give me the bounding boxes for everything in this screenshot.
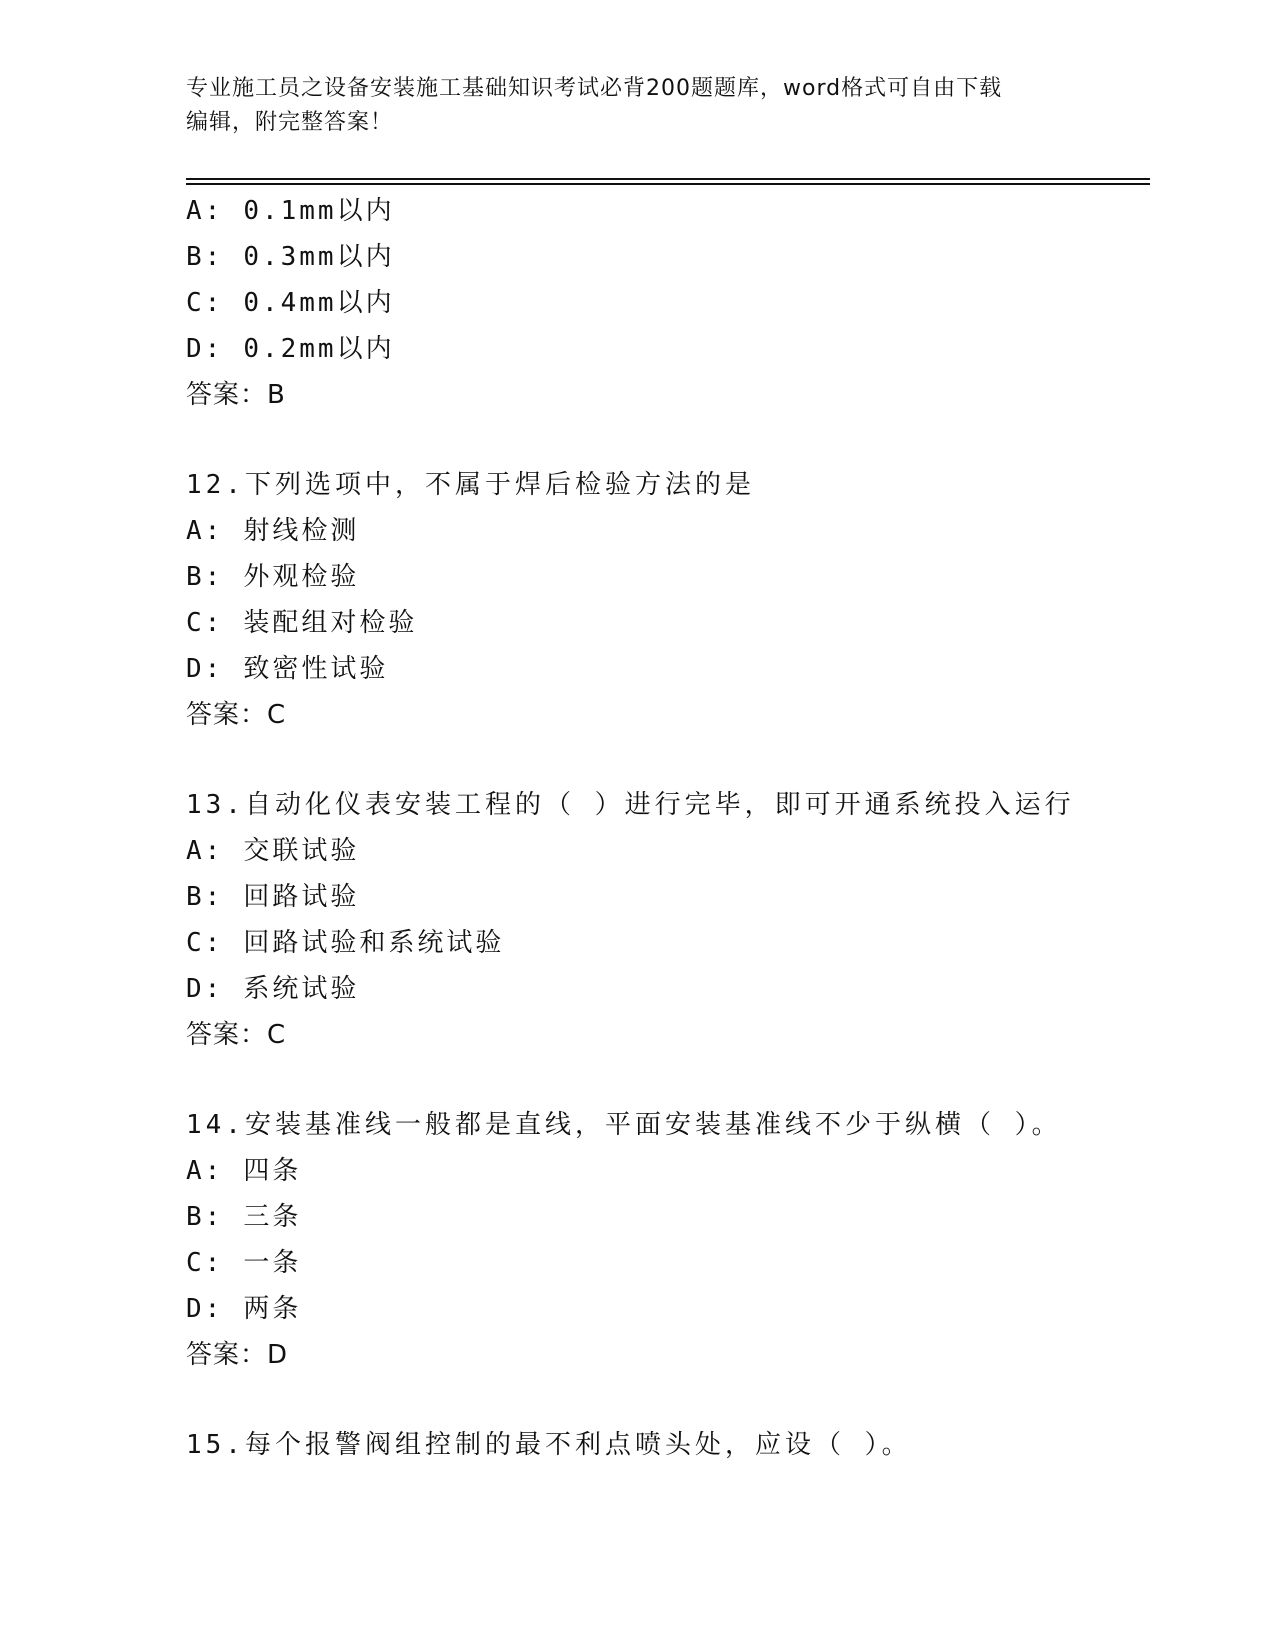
question-list xyxy=(186,188,1150,1468)
question-block-15 xyxy=(186,1422,1150,1468)
question-block-12 xyxy=(186,462,1150,738)
question-text: 14.安装基准线一般都是直线，平面安装基准线不少于纵横（ ）。 xyxy=(186,1110,1062,1140)
header-divider-top xyxy=(186,178,1150,180)
header-line-2: 编辑，附完整答案！ xyxy=(186,110,394,135)
answer: 答案：B xyxy=(186,380,286,410)
document-header xyxy=(186,72,1066,140)
answer: 答案：C xyxy=(186,700,287,730)
option-b: B: 回路试验 xyxy=(186,882,360,912)
option-a: A: 四条 xyxy=(186,1156,302,1186)
header-line-1: 专业施工员之设备安装施工基础知识考试必背200题题库，word格式可自由下载 xyxy=(186,76,1003,101)
answer: 答案：C xyxy=(186,1020,287,1050)
question-block-11 xyxy=(186,188,1150,418)
option-b: B: 外观检验 xyxy=(186,562,360,592)
header-divider-bottom xyxy=(186,183,1150,185)
option-d: D: 系统试验 xyxy=(186,974,360,1004)
question-text: 15.每个报警阀组控制的最不利点喷头处，应设（ ）。 xyxy=(186,1430,912,1460)
question-text: 12.下列选项中，不属于焊后检验方法的是 xyxy=(186,470,755,500)
option-d: D: 0.2mm以内 xyxy=(186,334,395,364)
option-d: D: 两条 xyxy=(186,1294,302,1324)
option-d: D: 致密性试验 xyxy=(186,654,389,684)
question-text: 13.自动化仪表安装工程的（ ）进行完毕，即可开通系统投入运行 xyxy=(186,790,1075,820)
option-a: A: 交联试验 xyxy=(186,836,360,866)
option-c: C: 回路试验和系统试验 xyxy=(186,928,505,958)
answer: 答案：D xyxy=(186,1340,289,1370)
question-block-13 xyxy=(186,782,1150,1058)
option-c: C: 0.4mm以内 xyxy=(186,288,395,318)
option-b: B: 0.3mm以内 xyxy=(186,242,395,272)
option-c: C: 装配组对检验 xyxy=(186,608,418,638)
option-c: C: 一条 xyxy=(186,1248,302,1278)
option-b: B: 三条 xyxy=(186,1202,302,1232)
option-a: A: 0.1mm以内 xyxy=(186,196,395,226)
option-a: A: 射线检测 xyxy=(186,516,360,546)
question-block-14 xyxy=(186,1102,1150,1378)
